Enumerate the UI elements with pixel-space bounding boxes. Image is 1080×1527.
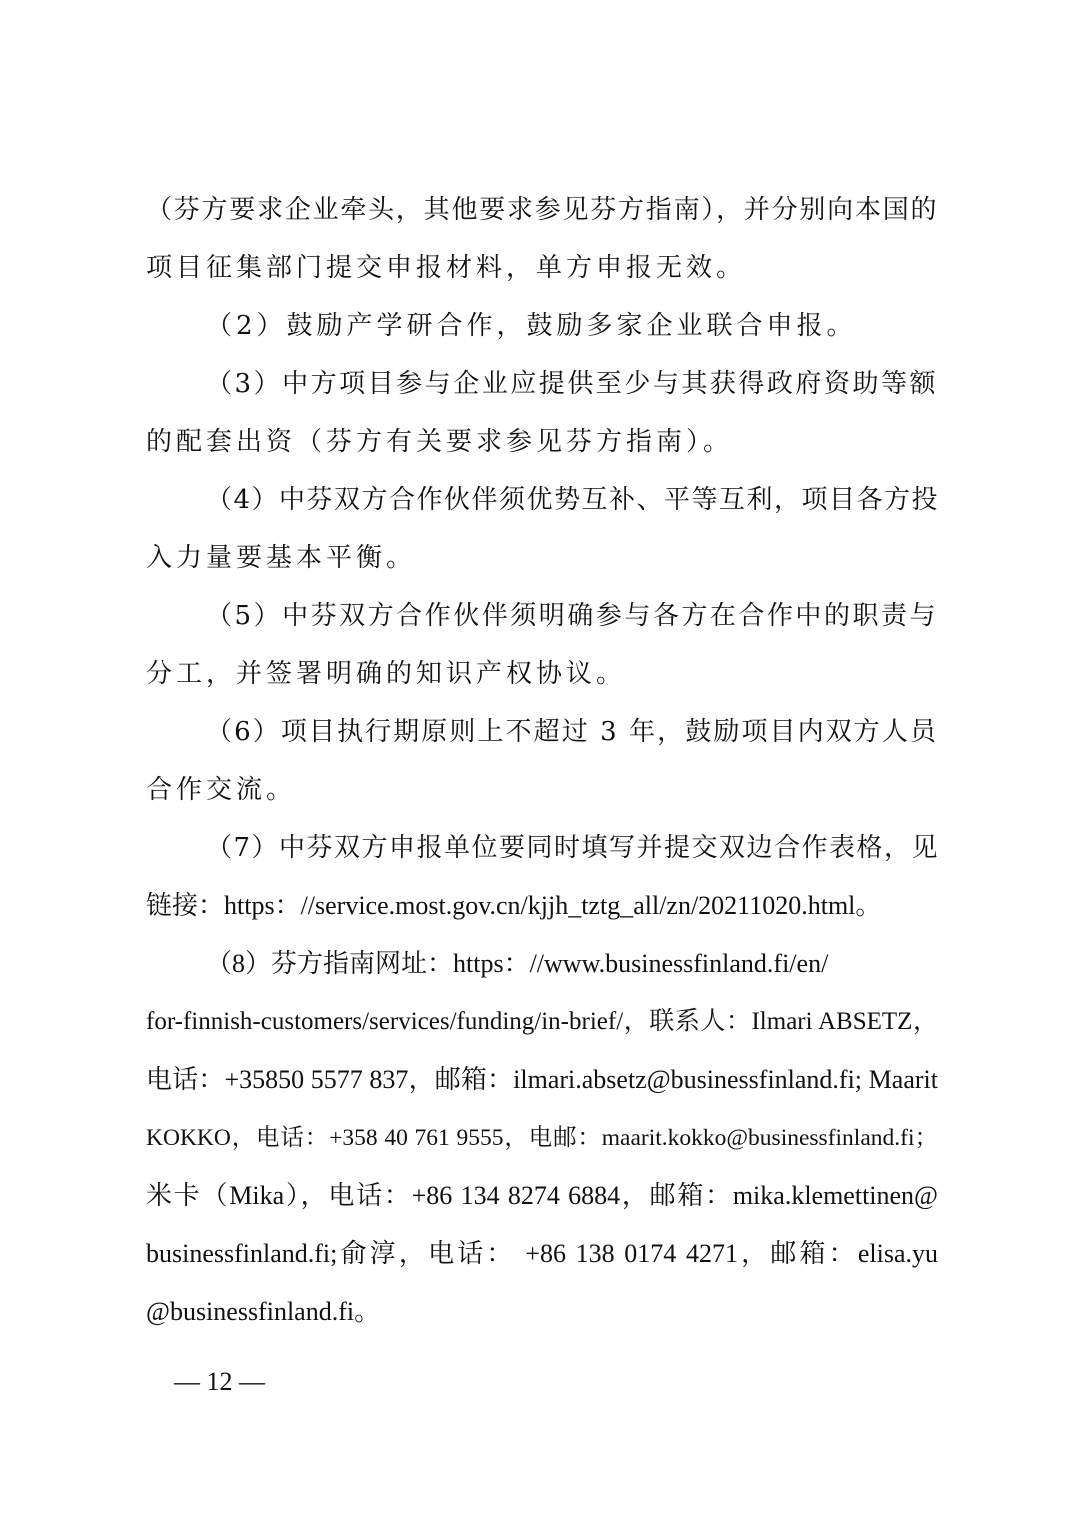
text-line-13: 链接：https：//service.most.gov.cn/kjjh_tztg_all/zn/20211020.html。 <box>146 891 882 920</box>
text-line-18: 米卡（Mika），电话：+86 134 8274 6884，邮箱：mika.klemettinen@ <box>146 1181 938 1210</box>
page-number: — 12 — <box>174 1367 265 1396</box>
text-line-20: @businessfinland.fi。 <box>146 1297 381 1326</box>
text-line-6: （4）中芬双方合作伙伴须优势互补、平等互利，项目各方投 <box>206 485 940 515</box>
text-line-9: 分工，并签署明确的知识产权协议。 <box>146 659 627 689</box>
text-line-16: 电话：+35850 5577 837，邮箱：ilmari.absetz@businessfinland.fi; Maarit <box>146 1065 938 1094</box>
text-line-2: 项目征集部门提交申报材料，单方申报无效。 <box>146 253 747 283</box>
text-line-5: 的配套出资（芬方有关要求参见芬方指南）。 <box>146 427 734 457</box>
text-line-12: （7）中芬双方申报单位要同时填写并提交双边合作表格，见 <box>206 833 940 863</box>
text-line-15: for-finnish-customers/services/funding/in-brief/，联系人：Ilmari ABSETZ， <box>146 1008 938 1035</box>
text-line-8: （5）中芬双方合作伙伴须明确参与各方在合作中的职责与 <box>206 601 938 631</box>
text-line-1: （芬方要求企业牵头，其他要求参见芬方指南），并分别向本国的 <box>146 195 938 225</box>
text-line-14: （8）芬方指南网址：https：//www.businessfinland.fi/en/ <box>206 949 829 978</box>
text-line-3: （2）鼓励产学研合作，鼓励多家企业联合申报。 <box>206 311 857 341</box>
text-line-17: KOKKO，电话：+358 40 761 9555，电邮：maarit.kokko@businessfinland.fi； <box>146 1125 938 1151</box>
text-line-4: （3）中方项目参与企业应提供至少与其获得政府资助等额 <box>206 369 938 399</box>
text-line-10: （6）项目执行期原则上不超过 3 年，鼓励项目内双方人员 <box>206 717 938 747</box>
text-line-7: 入力量要基本平衡。 <box>146 543 417 573</box>
text-line-19: businessfinland.fi;俞淳，电话： +86 138 0174 4271，邮箱：elisa.yu <box>146 1239 938 1268</box>
text-line-11: 合作交流。 <box>146 775 297 805</box>
